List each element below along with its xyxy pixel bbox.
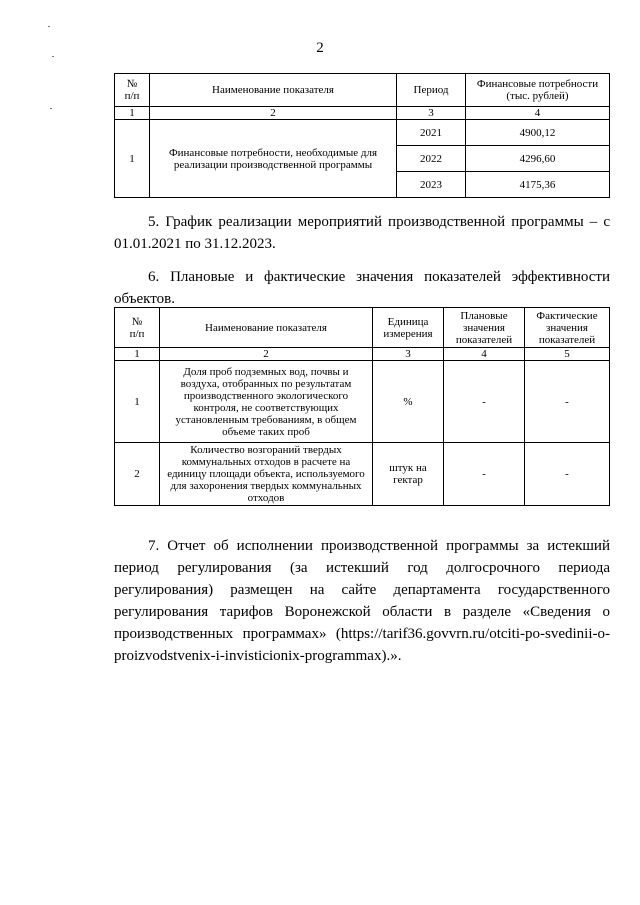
col-header-unit: Единица измерения — [373, 308, 444, 348]
table-row — [115, 120, 610, 146]
paragraph-7: 7. Отчет об исполнении производственной программы за истекший период регулирования (за истекший год долгосрочного периода регулирования) размещен на сайте департамента государственного регулирования тарифов Воронежской области в разделе «Сведения о производственных программах» (https://tarif36.govvrn.ru/otciti-po-svedinii-o-proizvodstvenix-i-invisticionix-programmax).». — [114, 538, 610, 664]
page-number: 2 — [316, 40, 324, 56]
col-number-row — [115, 348, 610, 361]
col-header-finance: Финансовые потребности (тыс. рублей) — [466, 74, 610, 107]
unit-value: % — [373, 361, 444, 443]
table-row — [115, 361, 610, 443]
financial-needs-table — [114, 73, 610, 198]
fact-value: - — [525, 361, 610, 443]
finance-value: 4175,36 — [466, 172, 610, 198]
unit-value: штук на гектар — [373, 443, 444, 506]
col-number: 4 — [444, 348, 525, 361]
table-header-row — [115, 308, 610, 348]
scan-speck — [50, 108, 52, 109]
col-header-name: Наименование показателя — [150, 74, 397, 107]
col-header-num: № п/п — [115, 308, 160, 348]
col-number: 1 — [115, 107, 150, 120]
col-number: 3 — [373, 348, 444, 361]
row-number: 2 — [115, 443, 160, 506]
col-header-fact: Фактические значения показателей — [525, 308, 610, 348]
plan-value: - — [444, 361, 525, 443]
col-header-num: № п/п — [115, 74, 150, 107]
period-year: 2022 — [397, 146, 466, 172]
col-header-plan: Плановые значения показателей — [444, 308, 525, 348]
col-number: 4 — [466, 107, 610, 120]
finance-value: 4900,12 — [466, 120, 610, 146]
col-number: 1 — [115, 348, 160, 361]
col-number: 3 — [397, 107, 466, 120]
col-header-period: Период — [397, 74, 466, 107]
finance-value: 4296,60 — [466, 146, 610, 172]
fact-value: - — [525, 443, 610, 506]
col-number: 2 — [160, 348, 373, 361]
table-header-row — [115, 74, 610, 107]
row-number: 1 — [115, 120, 150, 198]
scan-speck — [48, 26, 50, 27]
row-number: 1 — [115, 361, 160, 443]
period-year: 2021 — [397, 120, 466, 146]
plan-value: - — [444, 443, 525, 506]
indicator-name: Доля проб подземных вод, почвы и воздуха, отобранных по результатам производственного экологического контроля, не соответствующих установленным требованиям, в общем объеме таких проб — [160, 361, 373, 443]
col-number-row — [115, 107, 610, 120]
indicator-name: Финансовые потребности, необходимые для реализации производственной программы — [150, 120, 397, 198]
col-number: 2 — [150, 107, 397, 120]
table-row — [115, 443, 610, 506]
period-year: 2023 — [397, 172, 466, 198]
efficiency-indicators-table — [114, 307, 610, 506]
col-header-name: Наименование показателя — [160, 308, 373, 348]
col-number: 5 — [525, 348, 610, 361]
indicator-name: Количество возгораний твердых коммунальных отходов в расчете на единицу площади объекта, используемого для захоронения твердых коммунальных отходов — [160, 443, 373, 506]
paragraph-5: 5. График реализации мероприятий производственной программы – с 01.01.2021 по 31.12.2023. — [114, 214, 610, 252]
paragraph-6: 6. Плановые и фактические значения показателей эффективности объектов. — [114, 269, 610, 307]
